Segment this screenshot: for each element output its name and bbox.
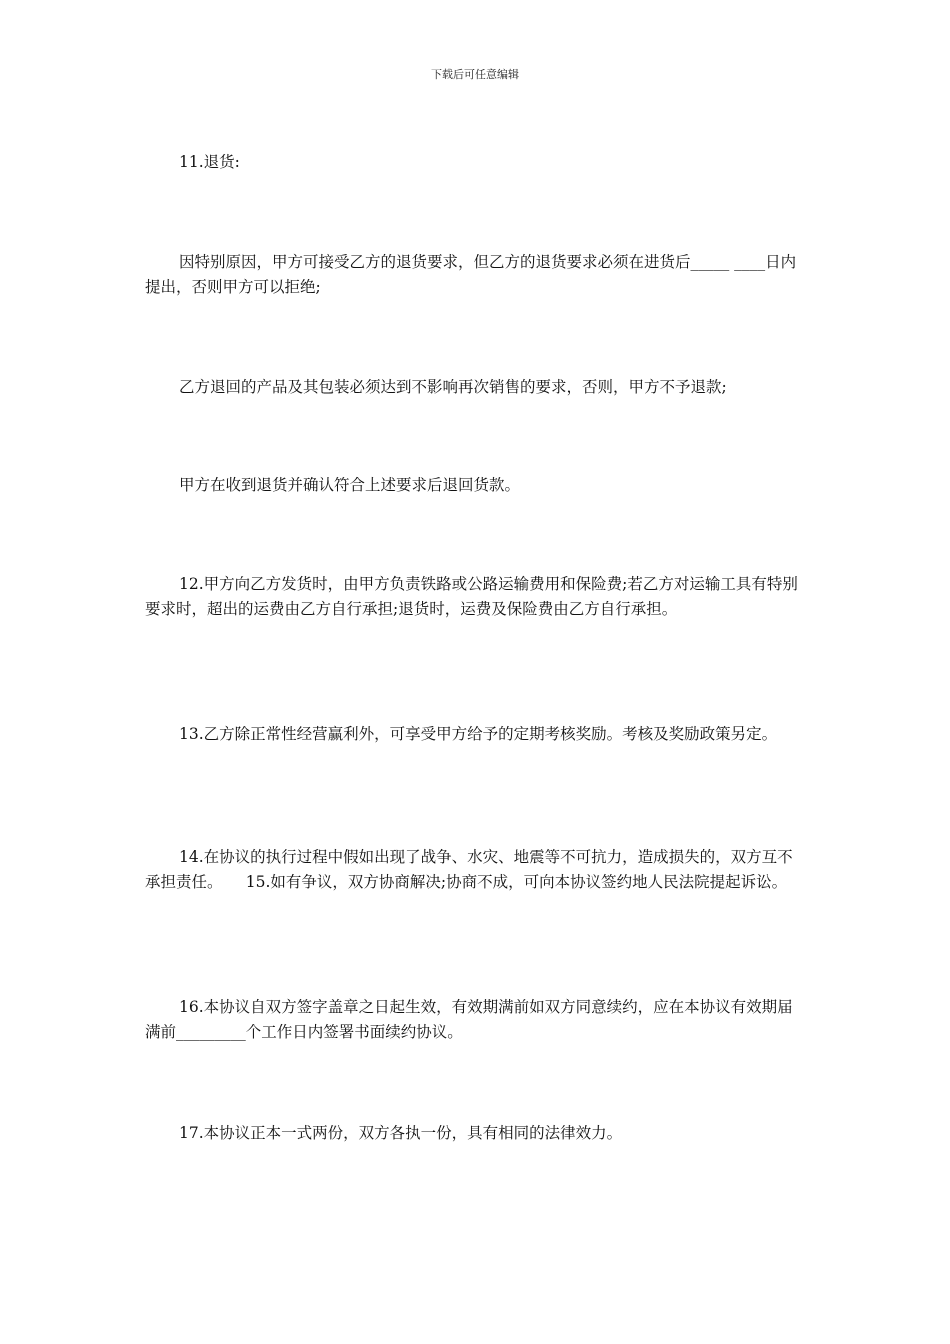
clause-12: 12.甲方向乙方发货时，由甲方负责铁路或公路运输费用和保险费;若乙方对运输工具有特别要求时，超出的运费由乙方自行承担;退货时，运费及保险费由乙方自行承担。 xyxy=(145,575,798,618)
clause-11-title: 11.退货: xyxy=(179,153,240,171)
clause-17: 17.本协议正本一式两份，双方各执一份，具有相同的法律效力。 xyxy=(179,1124,623,1142)
clause-11-return-request: 因特别原因，甲方可接受乙方的退货要求，但乙方的退货要求必须在进货后_____ ____日内提出，否则甲方可以拒绝; xyxy=(145,253,797,296)
clause-13: 13.乙方除正常性经营赢利外，可享受甲方给予的定期考核奖励。考核及奖励政策另定。 xyxy=(179,725,778,743)
clause-14-15: 14.在协议的执行过程中假如出现了战争、水灾、地震等不可抗力，造成损失的，双方互不承担责任。 15.如有争议，双方协商解决;协商不成，可向本协议签约地人民法院提起诉讼。 xyxy=(145,848,793,891)
clause-11-refund: 甲方在收到退货并确认符合上述要求后退回货款。 xyxy=(179,476,521,494)
clause-11-return-condition: 乙方退回的产品及其包装必须达到不影响再次销售的要求，否则，甲方不予退款; xyxy=(179,378,727,396)
clause-16: 16.本协议自双方签字盖章之日起生效，有效期满前如双方同意续约，应在本协议有效期届满前_________个工作日内签署书面续约协议。 xyxy=(145,998,793,1041)
page-header: 下载后可任意编辑 xyxy=(431,68,519,81)
